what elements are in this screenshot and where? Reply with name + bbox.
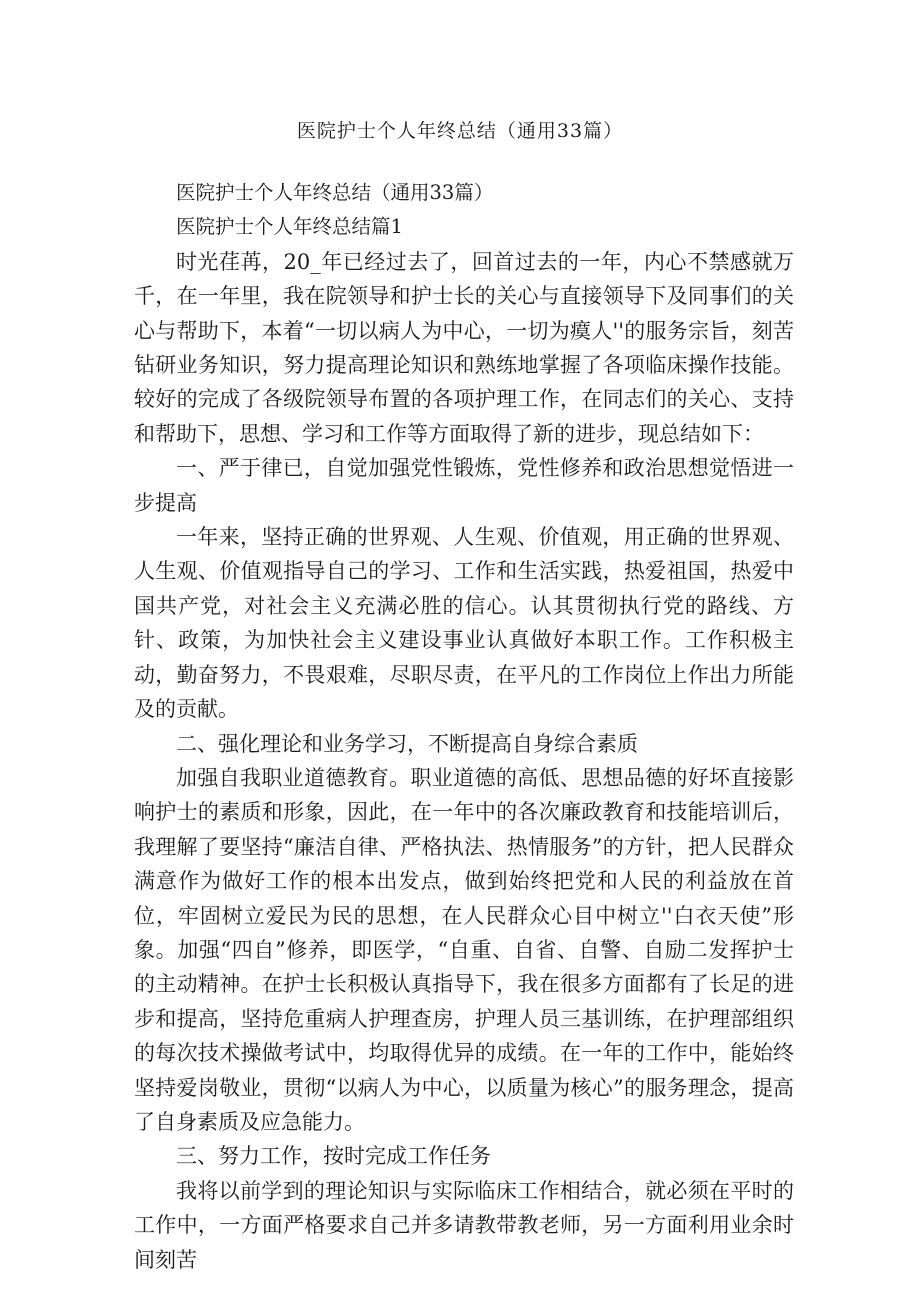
paragraph: 一年来，坚持正确的世界观、人生观、价值观，用正确的世界观、人生观、价值观指导自己的学习、工作和生活实践，热爱祖国，热爱中国共产党，对社会主义充满必胜的信心。认其贯彻执行党的路线、方针、政策，为加快社会主义建设事业认真做好本职工作。工作积极主动，勤奋努力，不畏艰难，尽职尽责，在平凡的工作岗位上作出力所能及的贡献。 [134, 525, 794, 722]
section-heading: 医院护士个人年终总结篇1 [176, 215, 403, 239]
document-body [134, 176, 794, 1277]
subtitle: 医院护士个人年终总结（通用33篇） [176, 181, 494, 204]
section-heading: 二、强化理论和业务学习，不断提高自身综合素质 [176, 731, 638, 756]
paragraph: 我将以前学到的理论知识与实际临床工作相结合，就必须在平时的工作中，一方面严格要求自己并多请教带教老师，另一方面利用业余时间刻苦 [134, 1178, 794, 1272]
document-title: 医院护士个人年终总结（通用33篇） [296, 120, 624, 142]
section-heading: 一、严于律已，自觉加强党性锻炼，党性修养和政治思想觉悟进一步提高 [134, 456, 794, 515]
paragraph: 时光荏苒，20_年已经过去了，回首过去的一年，内心不禁感就万千，在一年里，我在院领导和护士长的关心与直接领导下及同事们的关心与帮助下，本着“一切以病人为中心，一切为瘼人''的服务宗旨，刻苦钻研业务知识，努力提高理论知识和熟练地掌握了各项临床操作技能。较好的完成了各级院领导布置的各项护理工作，在同志们的关心、支持和帮助下，思想、学习和工作等方面取得了新的进步，现总结如下： [134, 249, 794, 446]
paragraph: 加强自我职业道德教育。职业道德的高低、思想品德的好坏直接影响护士的素质和形象，因此，在一年中的各次廉政教育和技能培训后，我理解了要坚持“廉洁自律、严格执法、热情服务”的方针，把人民群众满意作为做好工作的根本出发点，做到始终把党和人民的利益放在首位，牢固树立爱民为民的思想，在人民群众心目中树立''白衣天使”形象。加强“四自”修养，即医学，“自重、自省、自警、自励二发挥护士的主动精神。在护士长积极认真指导下，我在很多方面都有了长足的进步和提高，坚持危重病人护理查房，护理人员三基训练，在护理部组织的每次技术操做考试中，均取得优异的成绩。在一年的工作中，能始终坚持爱岗敬业，贯彻“以病人为中心，以质量为核心”的服务理念，提高了自身素质及应急能力。 [134, 765, 794, 1134]
section-heading: 三、努力工作，按时完成工作任务 [176, 1144, 491, 1169]
